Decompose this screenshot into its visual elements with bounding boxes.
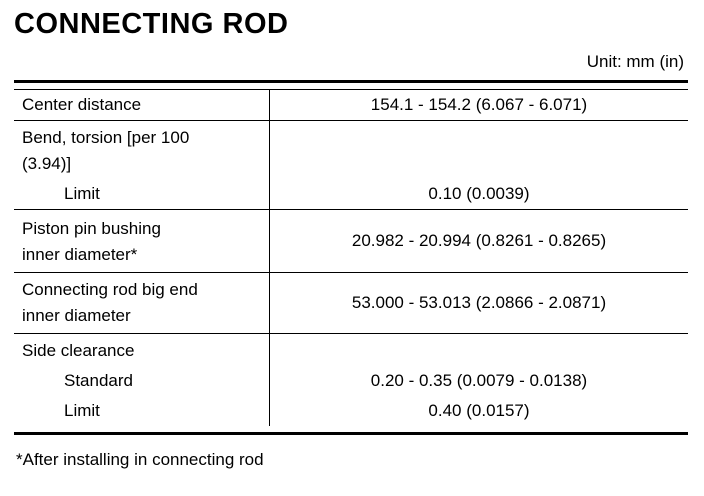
table-row-center-distance [14,89,688,121]
bend-limit-label: Limit [14,179,270,209]
bend-label-line1: Bend, torsion [per 100 [22,128,190,147]
center-distance-label: Center distance [14,90,270,120]
unit-label: Unit: mm (in) [586,52,684,71]
footnote: *After installing in connecting rod [16,450,264,469]
piston-pin-label-line2: inner diameter* [22,245,138,264]
piston-pin-value: 20.982 - 20.994 (0.8261 - 0.8265) [351,231,607,250]
big-end-label-line1: Connecting rod big end [22,280,198,299]
side-clearance-standard-label: Standard [14,366,270,396]
side-clearance-standard-value: 0.20 - 0.35 (0.0079 - 0.0138) [370,371,588,390]
table-row-piston-pin [14,210,688,273]
spec-table [14,80,688,435]
big-end-label-line2: inner diameter [22,306,131,325]
bend-limit-value: 0.10 (0.0039) [428,184,530,203]
side-clearance-label: Side clearance [14,334,270,366]
table-row-bend-torsion [14,121,688,210]
big-end-value: 53.000 - 53.013 (2.0866 - 2.0871) [351,293,607,312]
table-row-side-clearance [14,334,688,432]
page-title: CONNECTING ROD [14,8,289,40]
piston-pin-label-line1: Piston pin bushing [22,219,161,238]
table-row-big-end [14,273,688,334]
bend-label-line2: (3.94)] [22,154,72,173]
center-distance-value: 154.1 - 154.2 (6.067 - 6.071) [370,95,588,114]
side-clearance-limit-value: 0.40 (0.0157) [428,401,530,420]
side-clearance-limit-label: Limit [14,396,270,426]
